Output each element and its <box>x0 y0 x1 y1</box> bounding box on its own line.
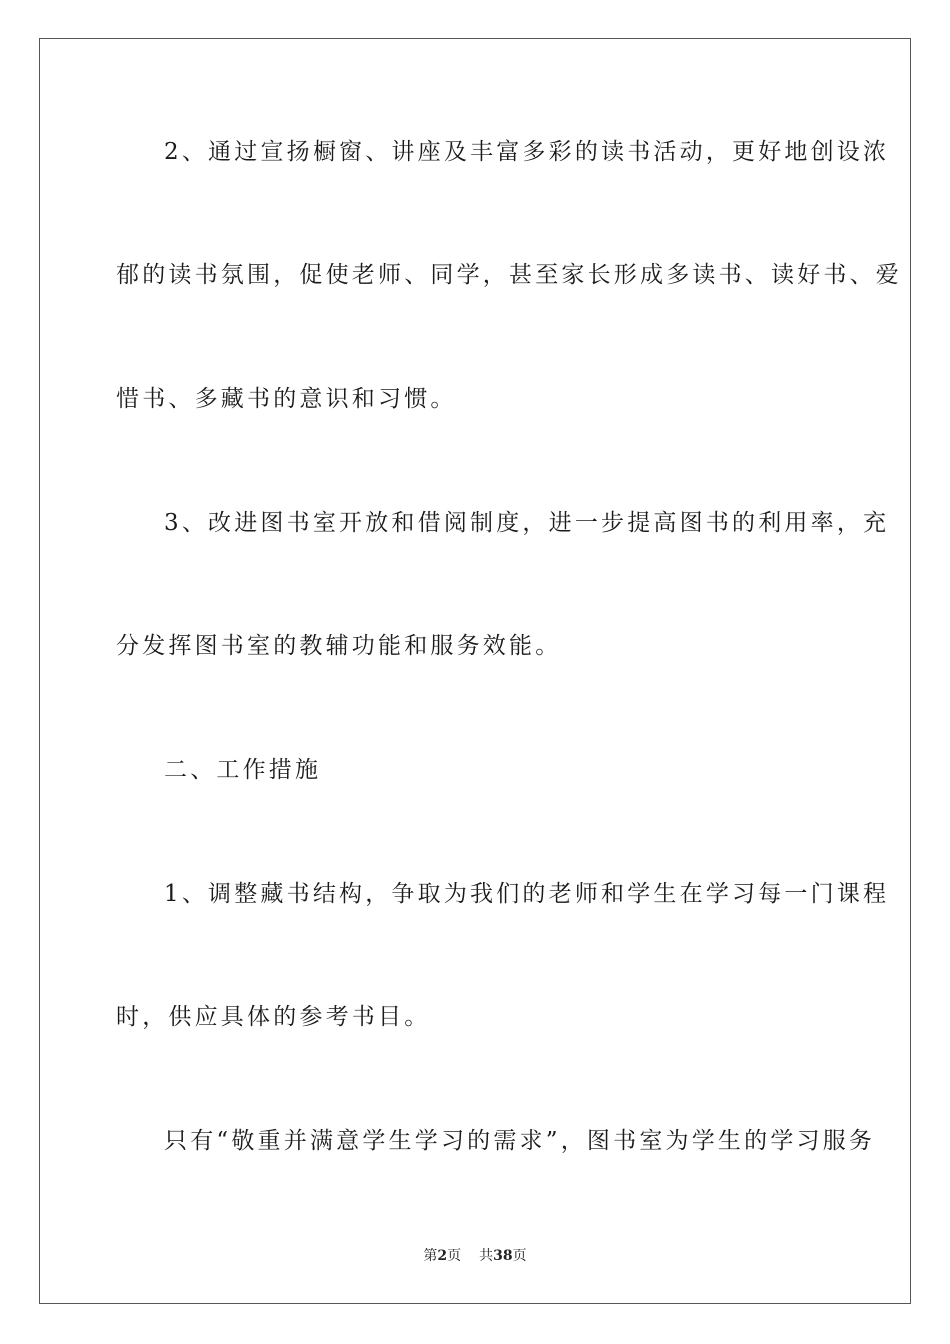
text-line-2: 郁的读书氛围，促使老师、同学，甚至家长形成多读书、读好书、爱 <box>116 262 902 288</box>
footer-total-pages: 38 <box>493 1248 513 1264</box>
text-line-5: 分发挥图书室的教辅功能和服务效能。 <box>116 633 562 659</box>
footer-page-suffix: 页 <box>447 1248 462 1264</box>
footer-total-suffix: 页 <box>512 1248 527 1264</box>
text-line-8: 时，供应具体的参考书目。 <box>116 1004 431 1030</box>
footer-total-prefix: 共 <box>479 1248 494 1264</box>
page-footer <box>0 1246 950 1266</box>
text-line-4: 3、改进图书室开放和借阅制度，进一步提高图书的利用率，充 <box>164 510 890 536</box>
text-line-7: 1、调整藏书结构，争取为我们的老师和学生在学习每一门课程 <box>164 881 890 907</box>
text-line-1: 2、通过宣扬橱窗、讲座及丰富多彩的读书活动，更好地创设浓 <box>164 139 890 165</box>
footer-page-prefix: 第 <box>423 1248 438 1264</box>
footer-page-number: 2 <box>437 1248 448 1264</box>
page-border <box>39 38 911 1304</box>
section-heading: 二、工作措施 <box>164 757 322 783</box>
text-line-3: 惜书、多藏书的意识和习惯。 <box>116 386 457 412</box>
text-line-9: 只有“敬重并满意学生学习的需求”，图书室为学生的学习服务 <box>164 1128 876 1154</box>
